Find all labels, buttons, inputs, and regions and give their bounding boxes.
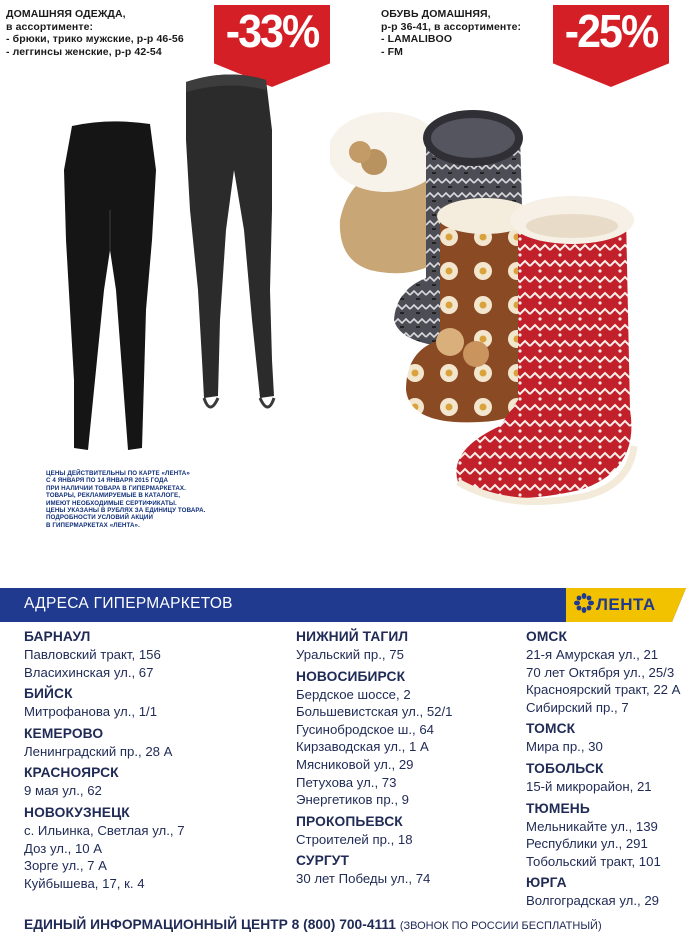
sunflower-icon — [574, 593, 594, 618]
lenta-logo-text: ЛЕНТА — [596, 595, 656, 614]
store-address: Большевистская ул., 52/1 — [296, 704, 453, 720]
right-product-line: - FM — [381, 45, 403, 58]
fine-print-line: ПРИ НАЛИЧИИ ТОВАРА В ГИПЕРМАРКЕТАХ. — [46, 484, 186, 492]
city-name: НОВОСИБИРСК — [296, 668, 406, 684]
fine-print-line: ТОВАРЫ, РЕКЛАМИРУЕМЫЕ В КАТАЛОГЕ, — [46, 492, 181, 500]
banner-title: АДРЕСА ГИПЕРМАРКЕТОВ — [24, 595, 233, 612]
store-address: 9 мая ул., 62 — [24, 783, 102, 799]
store-address: Республики ул., 291 — [526, 836, 648, 852]
address-column-2 — [296, 628, 526, 888]
store-address: 15-й микрорайон, 21 — [526, 778, 652, 794]
store-address: Красноярский тракт, 22 А — [526, 682, 681, 698]
fine-print-line: В ГИПЕРМАРКЕТАХ «ЛЕНТА». — [46, 521, 140, 529]
stirrup-right — [260, 398, 274, 407]
store-address: Уральский пр., 75 — [296, 647, 404, 662]
city-name: ТЮМЕНЬ — [526, 800, 590, 816]
city-name: НИЖНИЙ ТАГИЛ — [296, 629, 409, 644]
left-product-title: ДОМАШНЯЯ ОДЕЖДА, — [6, 8, 126, 20]
store-address: Зорге ул., 7 А — [24, 858, 107, 874]
lenta-logo — [574, 590, 656, 620]
city-name: ЮРГА — [526, 875, 567, 891]
store-address: Митрофанова ул., 1/1 — [24, 704, 158, 720]
leggings-shape — [64, 121, 156, 450]
left-product-line: - леггинсы женские, р-р 42-54 — [6, 45, 162, 58]
city-name: ОМСК — [526, 629, 568, 644]
store-address: Павловский тракт, 156 — [24, 647, 161, 662]
city-name: КРАСНОЯРСК — [24, 765, 119, 781]
left-product-description — [6, 8, 184, 58]
slipper-boots-image — [330, 50, 690, 530]
store-address: Власихинская ул., 67 — [24, 664, 154, 680]
city-name: КЕМЕРОВО — [24, 725, 104, 741]
store-address: Кирзаводская ул., 1 А — [296, 739, 429, 755]
city-name: ПРОКОПЬЕВСК — [296, 813, 403, 829]
fine-print-line: ПОДРОБНОСТИ УСЛОВИЙ АКЦИИ — [46, 514, 153, 522]
right-discount-value: -25% — [564, 6, 658, 58]
fine-print-line: С 4 ЯНВАРЯ ПО 14 ЯНВАРЯ 2015 ГОДА — [46, 477, 169, 485]
store-address: 70 лет Октября ул., 25/3 — [526, 664, 675, 680]
city-name: ТОБОЛЬСК — [526, 760, 604, 776]
address-column-3 — [526, 628, 700, 910]
fine-print-line: ИМЕЮТ НЕОБХОДИМЫЕ СЕРТИФИКАТЫ. — [46, 499, 177, 507]
city-name: ТОМСК — [526, 721, 576, 737]
store-address: Мельникайте ул., 139 — [526, 818, 658, 834]
info-center-note: (ЗВОНОК ПО РОССИИ БЕСПЛАТНЫЙ) — [399, 920, 602, 932]
leggings-and-pants-image — [40, 60, 340, 460]
city-name: СУРГУТ — [296, 853, 349, 869]
store-address: 21-я Амурская ул., 21 — [526, 647, 659, 662]
store-address: Петухова ул., 73 — [296, 774, 397, 790]
stirrup-left — [204, 398, 218, 407]
left-product-line: в ассортименте: — [6, 20, 94, 33]
store-address: Тобольский тракт, 101 — [526, 853, 661, 869]
info-center-phone: ЕДИНЫЙ ИНФОРМАЦИОННЫЙ ЦЕНТР 8 (800) 700-4111 — [24, 917, 396, 932]
store-address: Волгоградская ул., 29 — [526, 893, 660, 909]
right-product-title: ОБУВЬ ДОМАШНЯЯ, — [381, 8, 491, 20]
store-address: 30 лет Победы ул., 74 — [296, 871, 431, 887]
store-address: Ленинградский пр., 28 А — [24, 743, 173, 759]
address-column-1 — [24, 628, 254, 892]
store-address: с. Ильинка, Светлая ул., 7 — [24, 822, 185, 838]
trousers-shape — [186, 74, 274, 398]
fine-print — [46, 470, 205, 529]
store-address: Энергетиков пр., 9 — [296, 792, 409, 808]
city-name: БИЙСК — [24, 686, 73, 702]
store-address: Доз ул., 10 А — [24, 840, 103, 856]
fine-print-line: ЦЕНЫ УКАЗАНЫ В РУБЛЯХ ЗА ЕДИНИЦУ ТОВАРА. — [46, 507, 206, 515]
store-address: Мира пр., 30 — [526, 739, 603, 755]
store-address: Бердское шоссе, 2 — [296, 686, 411, 702]
store-address: Сибирский пр., 7 — [526, 699, 629, 715]
store-address: Куйбышева, 17, к. 4 — [24, 875, 145, 891]
city-name: БАРНАУЛ — [24, 629, 91, 644]
store-address: Мясниковой ул., 29 — [296, 756, 414, 772]
store-address: Гусинобродское ш., 64 — [296, 721, 434, 737]
right-product-line: р-р 36-41, в ассортименте: — [381, 20, 522, 33]
left-discount-value: -33% — [225, 6, 319, 58]
store-address: Строителей пр., 18 — [296, 831, 413, 847]
info-center-footer — [24, 917, 602, 932]
city-name: НОВОКУЗНЕЦК — [24, 804, 130, 820]
right-product-line: - LAMALIBOO — [381, 33, 453, 45]
left-product-line: - брюки, трико мужские, р-р 46-56 — [6, 33, 184, 45]
fine-print-line: ЦЕНЫ ДЕЙСТВИТЕЛЬНЫ ПО КАРТЕ «ЛЕНТА» — [46, 470, 190, 477]
